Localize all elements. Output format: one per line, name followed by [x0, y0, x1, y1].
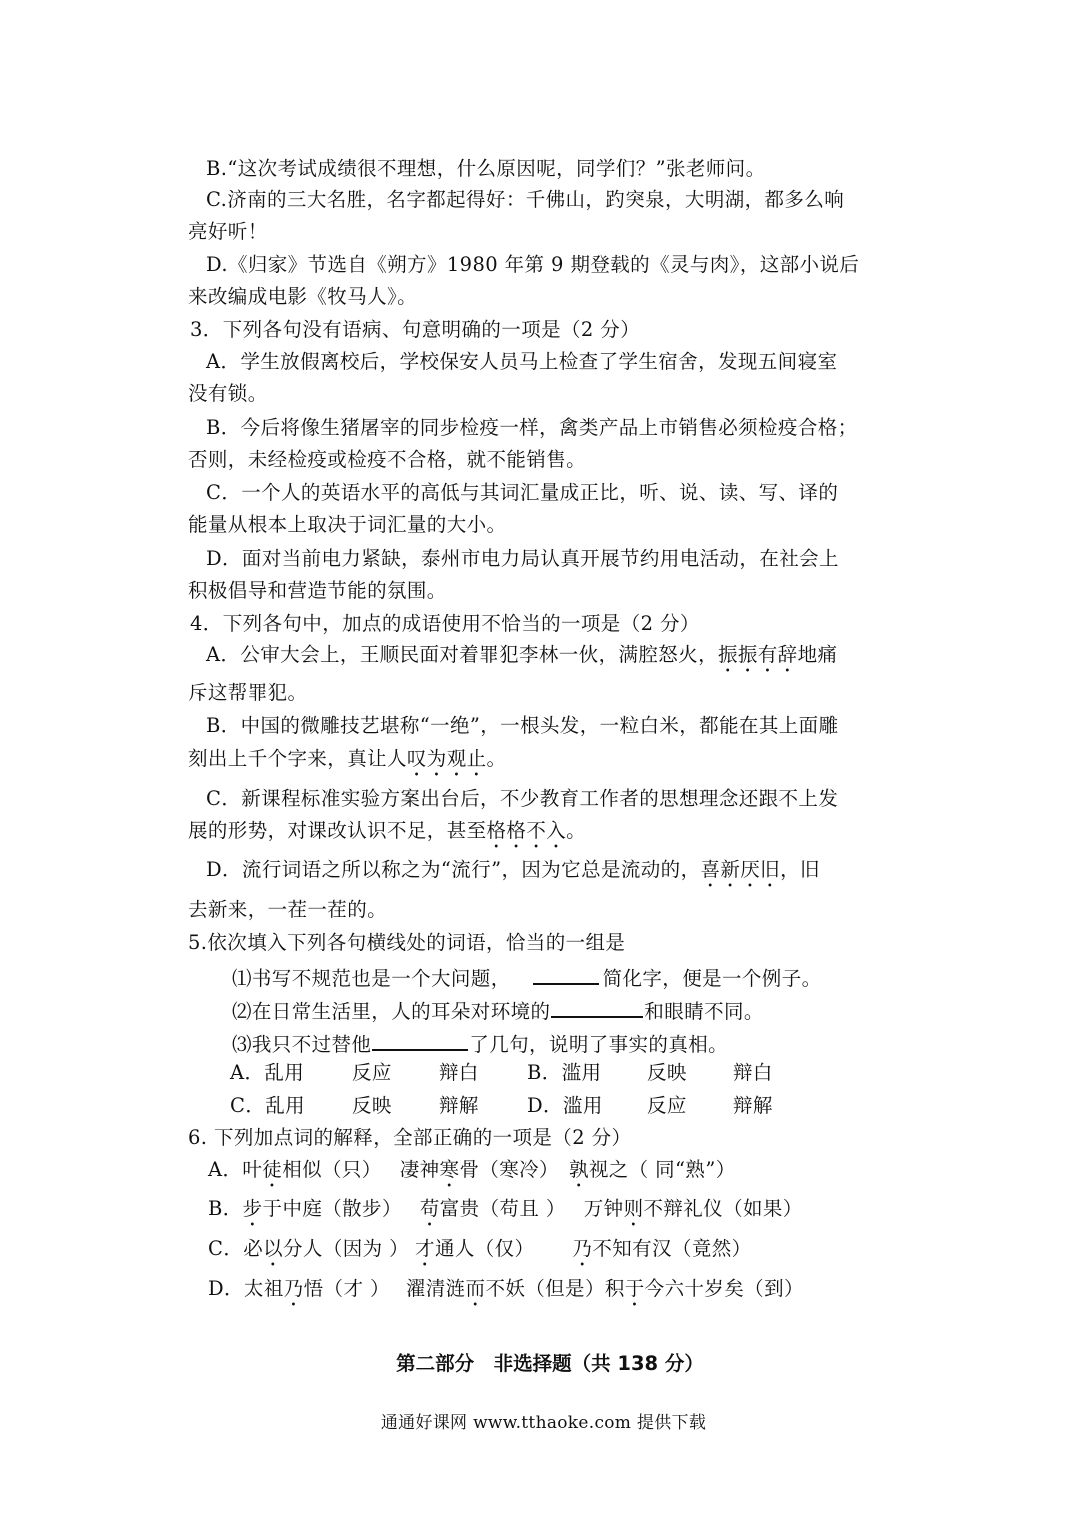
q4-option-c-line2 — [188, 819, 586, 853]
q4-b-text: 刻出上千个字来，真让人 — [188, 747, 407, 770]
q6-a-text-2: 凄神 — [399, 1158, 440, 1181]
q2-option-d-line1: D.《归家》节选自《朔方》1980 年第 9 期登载的《灵与肉》，这部小说后 — [206, 253, 860, 276]
q6-option-c — [208, 1237, 752, 1271]
q4-c-dotted-idiom: 格格不入 — [486, 819, 567, 842]
q5-option-c-word3: 辩解 — [439, 1094, 479, 1117]
q2-option-d-line2: 来改编成电影《牧马人》。 — [188, 285, 418, 308]
q3-stem: 3．下列各句没有语病、句意明确的一项是（2 分） — [190, 318, 641, 341]
q4-a-text: A．公审大会上，王顺民面对着罪犯李林一伙，满腔怒火， — [206, 643, 718, 666]
q5-s2-text-end: 和眼睛不同。 — [644, 1000, 764, 1023]
q4-stem: 4．下列各句中，加点的成语使用不恰当的一项是（2 分） — [190, 612, 700, 635]
q4-d-text: D．流行词语之所以称之为“流行”，因为它总是流动的， — [206, 858, 701, 881]
q4-option-a-line2: 斥这帮罪犯。 — [188, 681, 308, 704]
q6-c-gloss-2: 通人（仅） — [434, 1237, 535, 1260]
q5-s3-blank — [372, 1029, 468, 1051]
q4-option-d-line2: 去新来，一茬一茬的。 — [188, 898, 388, 921]
q4-option-d-line1 — [206, 858, 820, 892]
q6-d-dotted-word-2: 而 — [465, 1277, 486, 1300]
q5-s3-text-end: 了几句，说明了事实的真相。 — [469, 1033, 729, 1056]
q6-d-text-3: 积 — [604, 1277, 625, 1300]
q6-c-text: C．必 — [208, 1237, 264, 1260]
q6-option-b — [208, 1197, 803, 1231]
q4-option-a-line1 — [206, 643, 837, 677]
q2-option-b: B.“这次考试成绩很不理想，什么原因呢，同学们？”张老师问。 — [206, 157, 766, 180]
q4-b-text-end: 。 — [486, 747, 507, 770]
q6-c-dotted-word-1: 以 — [263, 1237, 284, 1260]
q5-s2-blank — [551, 996, 643, 1018]
q6-b-text-3: 万钟 — [583, 1197, 624, 1220]
q5-options-row-1 — [230, 1061, 773, 1085]
q5-s1-blank — [533, 963, 599, 985]
q6-d-gloss-3: 今六十岁矣（到） — [644, 1277, 804, 1300]
page-footer: 通通好课网 www.tthaoke.com 提供下载 — [380, 1413, 707, 1433]
q6-d-dotted-word-3: 于 — [624, 1277, 645, 1300]
q3-option-c-line2: 能量从根本上取决于词汇量的大小。 — [188, 513, 507, 536]
q6-c-dotted-word-3: 乃 — [572, 1237, 593, 1260]
q6-b-dotted-word-1: 步 — [242, 1197, 263, 1220]
q5-s2-text: ⑵在日常生活里，人的耳朵对环境的 — [232, 1000, 551, 1023]
q3-option-a-line2: 没有锁。 — [188, 382, 268, 405]
q6-b-gloss-1: 于中庭（散步） — [262, 1197, 402, 1220]
q6-option-d — [208, 1277, 804, 1311]
q6-d-text: D．太祖 — [208, 1277, 284, 1300]
q6-a-dotted-word-2: 寒 — [439, 1158, 460, 1181]
q4-option-c-line1: C．新课程标准实验方案出台后，不少教育工作者的思想理念还跟不上发 — [206, 787, 839, 810]
q3-option-d-line1: D．面对当前电力紧缺，泰州市电力局认真开展节约用电活动，在社会上 — [206, 547, 839, 570]
q6-b-dotted-word-2: 苟 — [419, 1197, 440, 1220]
q6-a-gloss-2: 骨（寒冷） — [459, 1158, 559, 1181]
q5-option-b-word1: B．滥用 — [527, 1061, 602, 1084]
q5-option-d-word2: 反应 — [647, 1094, 687, 1117]
q5-option-c-word2: 反映 — [352, 1094, 392, 1117]
q4-option-b-line1: B．中国的微雕技艺堪称“一绝”，一根头发，一粒白米，都能在其上面雕 — [206, 714, 839, 737]
q5-option-c-word1: C．乱用 — [230, 1094, 306, 1117]
q6-a-gloss-1: 相似（只） — [282, 1158, 382, 1181]
q5-option-b-word3: 辩白 — [733, 1061, 773, 1084]
q5-option-a-word2: 反应 — [352, 1061, 392, 1084]
q6-b-text: B． — [208, 1197, 243, 1220]
q4-d-text-end: ，旧 — [780, 858, 820, 881]
q5-option-d-word3: 辩解 — [733, 1094, 773, 1117]
q4-option-b-line2 — [188, 747, 506, 781]
q5-option-d-word1: D．滥用 — [527, 1094, 603, 1117]
q5-stem: 5.依次填入下列各句横线处的词语，恰当的一组是 — [188, 931, 626, 954]
q6-c-gloss-3: 不知有汉（竟然） — [592, 1237, 752, 1260]
q4-a-dotted-idiom: 振振有辞 — [717, 643, 798, 666]
q6-d-gloss-2: 不妖（但是） — [485, 1277, 605, 1300]
q5-s3-text: ⑶我只不过替他 — [232, 1033, 372, 1056]
q5-option-a-word1: A．乱用 — [230, 1061, 305, 1084]
q3-option-d-line2: 积极倡导和营造节能的氛围。 — [188, 579, 447, 602]
q4-c-text: 展的形势，对课改认识不足，甚至 — [188, 819, 487, 842]
q6-d-gloss-1: 悟（才 ） — [303, 1277, 390, 1300]
q3-option-c-line1: C．一个人的英语水平的高低与其词汇量成正比，听、说、读、写、译的 — [206, 481, 839, 504]
q6-c-gloss-1: 分人（因为 ） — [283, 1237, 410, 1260]
q6-a-dotted-word-3: 孰 — [568, 1158, 589, 1181]
q6-b-gloss-2: 富贵（苟且 ） — [439, 1197, 566, 1220]
q4-a-text-end: 地痛 — [797, 643, 838, 666]
q5-option-a-word3: 辩白 — [439, 1061, 479, 1084]
q2-option-c-line1: C.济南的三大名胜，名字都起得好：千佛山，趵突泉，大明湖，都多么响 — [206, 188, 845, 211]
q4-d-dotted-idiom: 喜新厌旧 — [700, 858, 781, 881]
q5-sentence-2 — [232, 996, 764, 1024]
q5-option-b-word2: 反映 — [647, 1061, 687, 1084]
q2-option-c-line2: 亮好听！ — [188, 220, 268, 243]
q6-a-gloss-3: 视之（ 同“熟”） — [588, 1158, 736, 1181]
q6-stem: 6. 下列加点词的解释，全部正确的一项是（2 分） — [188, 1126, 632, 1149]
q6-option-a — [208, 1158, 736, 1192]
q3-option-b-line2: 否则，未经检疫或检疫不合格，就不能销售。 — [188, 448, 587, 471]
q5-s1-text-end: 简化字，便是一个例子。 — [602, 967, 822, 990]
q6-a-dotted-word-1: 徒 — [262, 1158, 283, 1181]
q6-b-dotted-word-3: 则 — [623, 1197, 644, 1220]
q3-option-a-line1: A．学生放假离校后，学校保安人员马上检查了学生宿舍，发现五间寝室 — [206, 350, 838, 373]
q4-c-text-end: 。 — [566, 819, 587, 842]
q6-d-text-2: 濯清涟 — [405, 1277, 466, 1300]
q6-a-text: A．叶 — [208, 1158, 263, 1181]
q6-b-gloss-3: 不辩礼仪（如果） — [643, 1197, 803, 1220]
section-heading: 第二部分 非选择题（共 138 分） — [396, 1352, 704, 1375]
q5-options-row-2 — [230, 1094, 773, 1118]
q5-s1-text: ⑴书写不规范也是一个大问题， — [232, 967, 511, 990]
q6-c-dotted-word-2: 才 — [415, 1237, 435, 1260]
q4-b-dotted-idiom: 叹为观止 — [406, 747, 487, 770]
q5-sentence-3 — [232, 1029, 728, 1057]
q3-option-b-line1: B．今后将像生猪屠宰的同步检疫一样，禽类产品上市销售必须检疫合格； — [206, 416, 858, 439]
q5-sentence-1 — [232, 963, 822, 991]
q6-d-dotted-word-1: 乃 — [283, 1277, 304, 1300]
